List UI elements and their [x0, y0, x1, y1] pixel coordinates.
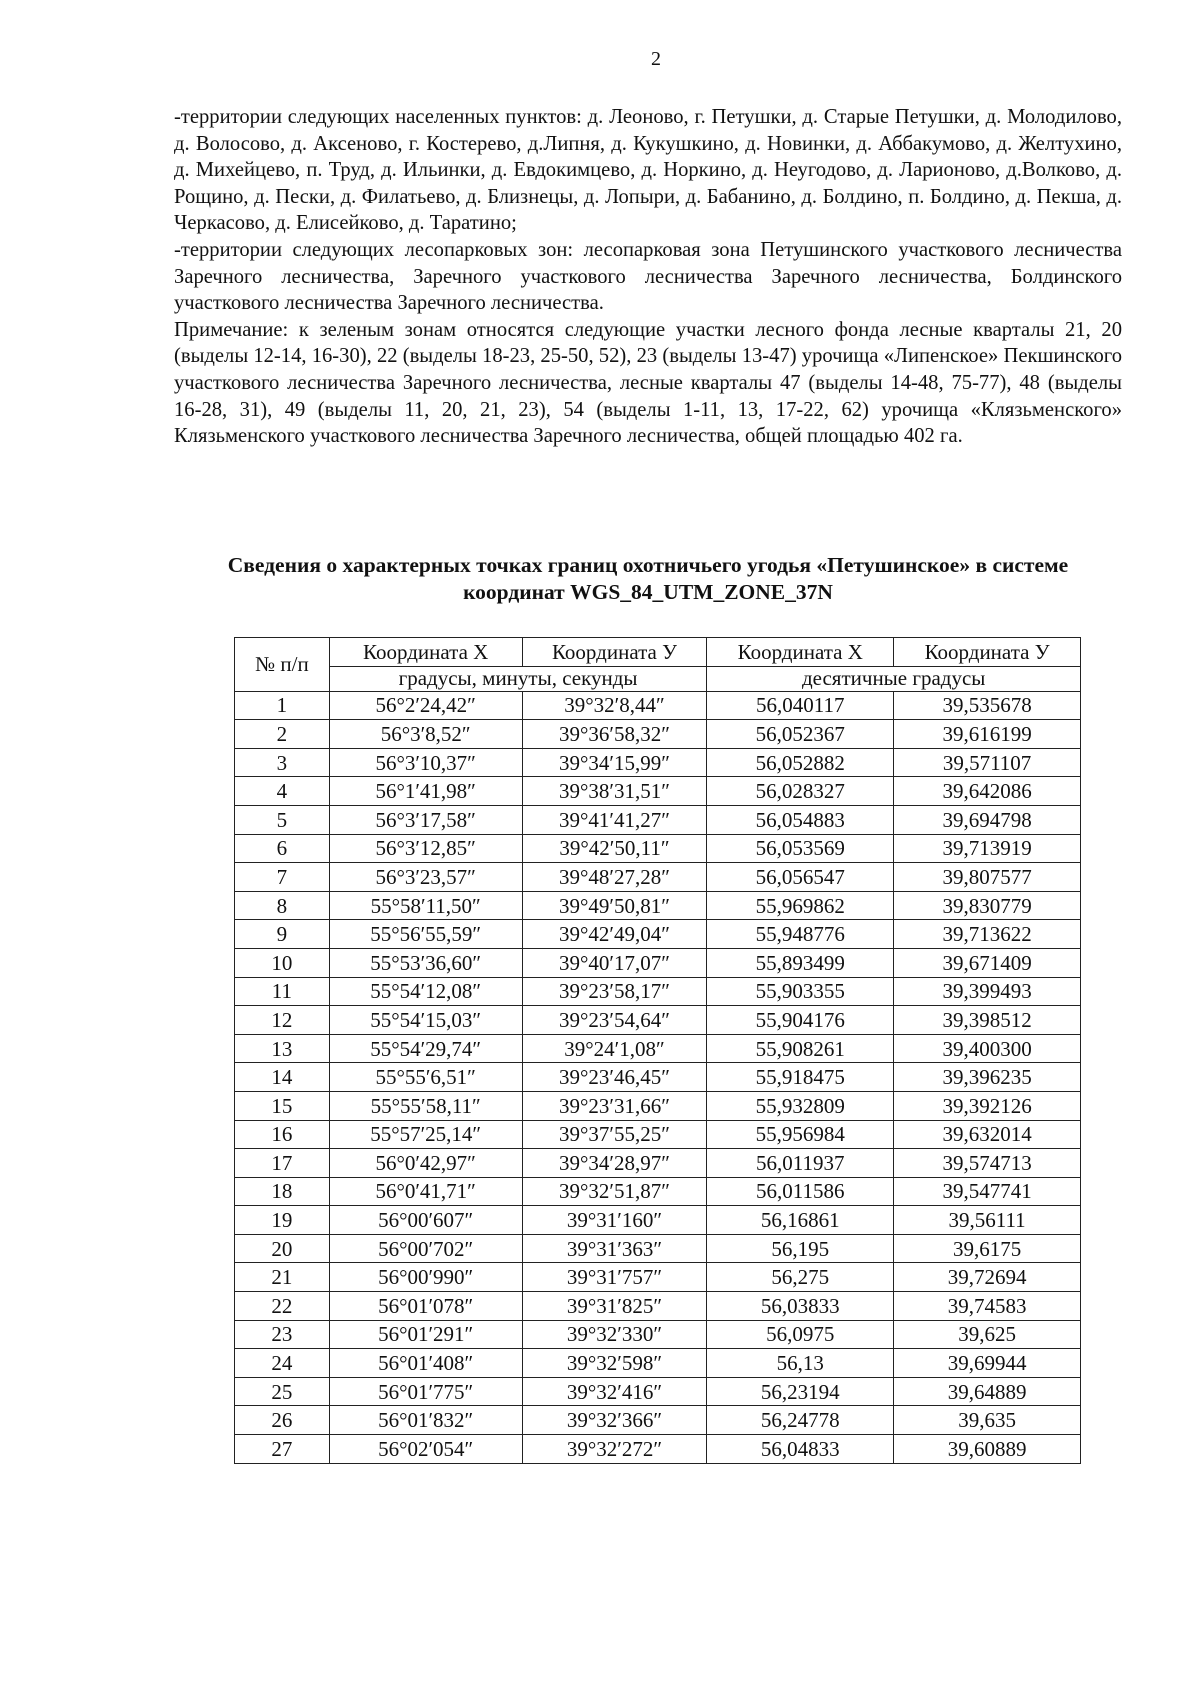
cell-coord-x-dms: 55°55′58,11″: [329, 1091, 522, 1120]
cell-coord-x-decimal: 56,028327: [707, 777, 894, 806]
cell-coord-y-decimal: 39,74583: [894, 1292, 1081, 1321]
table-row: [235, 834, 1081, 863]
cell-coord-y-decimal: 39,830779: [894, 891, 1081, 920]
cell-coord-y-dms: 39°48′27,28″: [522, 863, 707, 892]
cell-coord-x-decimal: 56,0975: [707, 1320, 894, 1349]
cell-coord-y-decimal: 39,535678: [894, 691, 1081, 720]
cell-coord-y-decimal: 39,574713: [894, 1149, 1081, 1178]
paragraph-settlements: -территории следующих населенных пунктов: д. Леоново, г. Петушки, д. Старые Петушки, д. Молодилово, д. Волосово, д. Аксеново, г. Костерево, д.Липня, д. Кукушкино, д. Новинки, д. Аббакумово, д. Желтухино, д. Михейцево, п. Труд, д. Ильинки, д. Евдокимцево, д. Норкино, д. Неугодово, д. Ларионово, д.Волково, д. Рощино, д. Пески, д. Филатьево, д. Близнецы, д. Лопыри, д. Бабанино, д. Болдино, п. Болдино, д. Пекша, д. Черкасово, д. Елисейково, д. Таратино;: [174, 106, 1122, 235]
cell-coord-x-decimal: 56,052367: [707, 720, 894, 749]
cell-coord-x-dms: 56°3′17,58″: [329, 805, 522, 834]
cell-num: 21: [235, 1263, 330, 1292]
cell-num: 8: [235, 891, 330, 920]
table-body: [235, 691, 1081, 1463]
table-row: [235, 863, 1081, 892]
cell-num: 14: [235, 1063, 330, 1092]
table-row: [235, 1063, 1081, 1092]
cell-num: 22: [235, 1292, 330, 1321]
table-row: [235, 1292, 1081, 1321]
cell-coord-y-decimal: 39,671409: [894, 948, 1081, 977]
cell-coord-y-dms: 39°23′54,64″: [522, 1006, 707, 1035]
table-row: [235, 1091, 1081, 1120]
cell-coord-x-decimal: 56,16861: [707, 1206, 894, 1235]
cell-coord-x-dms: 55°54′15,03″: [329, 1006, 522, 1035]
cell-coord-x-dms: 56°0′41,71″: [329, 1177, 522, 1206]
cell-coord-x-dms: 56°02′054″: [329, 1435, 522, 1464]
table-header-row: [235, 638, 1081, 667]
cell-coord-y-dms: 39°42′49,04″: [522, 920, 707, 949]
cell-coord-y-dms: 39°32′330″: [522, 1320, 707, 1349]
cell-coord-x-dms: 56°01′291″: [329, 1320, 522, 1349]
cell-num: 10: [235, 948, 330, 977]
table-row: [235, 977, 1081, 1006]
cell-coord-x-decimal: 56,03833: [707, 1292, 894, 1321]
header-coord-x-decimal: Координата X: [707, 638, 894, 667]
table-row: [235, 777, 1081, 806]
cell-coord-x-decimal: 56,053569: [707, 834, 894, 863]
table-row: [235, 720, 1081, 749]
cell-coord-x-decimal: 56,195: [707, 1234, 894, 1263]
table-row: [235, 1034, 1081, 1063]
cell-coord-x-dms: 56°3′12,85″: [329, 834, 522, 863]
cell-coord-y-dms: 39°34′15,99″: [522, 748, 707, 777]
table-heading: [174, 552, 1122, 606]
cell-num: 20: [235, 1234, 330, 1263]
cell-coord-x-decimal: 55,969862: [707, 891, 894, 920]
cell-coord-y-dms: 39°32′366″: [522, 1406, 707, 1435]
cell-coord-y-dms: 39°37′55,25″: [522, 1120, 707, 1149]
cell-num: 25: [235, 1377, 330, 1406]
table-row: [235, 1263, 1081, 1292]
body-text: [174, 104, 1122, 450]
table-row: [235, 1120, 1081, 1149]
cell-num: 15: [235, 1091, 330, 1120]
cell-coord-x-dms: 56°0′42,97″: [329, 1149, 522, 1178]
table-row: [235, 1177, 1081, 1206]
cell-coord-y-decimal: 39,694798: [894, 805, 1081, 834]
cell-coord-x-dms: 56°01′775″: [329, 1377, 522, 1406]
cell-coord-x-decimal: 55,956984: [707, 1120, 894, 1149]
cell-coord-x-dms: 55°53′36,60″: [329, 948, 522, 977]
cell-coord-x-dms: 56°1′41,98″: [329, 777, 522, 806]
cell-coord-y-decimal: 39,642086: [894, 777, 1081, 806]
table-row: [235, 1234, 1081, 1263]
table-row: [235, 920, 1081, 949]
cell-num: 5: [235, 805, 330, 834]
header-dms-units: градусы, минуты, секунды: [329, 666, 707, 691]
cell-coord-x-dms: 55°54′29,74″: [329, 1034, 522, 1063]
cell-coord-y-dms: 39°32′8,44″: [522, 691, 707, 720]
cell-num: 26: [235, 1406, 330, 1435]
cell-coord-y-decimal: 39,713919: [894, 834, 1081, 863]
cell-coord-y-dms: 39°23′46,45″: [522, 1063, 707, 1092]
table-row: [235, 1349, 1081, 1378]
cell-num: 24: [235, 1349, 330, 1378]
cell-num: 11: [235, 977, 330, 1006]
cell-coord-x-dms: 56°00′702″: [329, 1234, 522, 1263]
cell-coord-y-dms: 39°49′50,81″: [522, 891, 707, 920]
table-row: [235, 1006, 1081, 1035]
cell-coord-y-dms: 39°31′160″: [522, 1206, 707, 1235]
cell-coord-y-decimal: 39,56111: [894, 1206, 1081, 1235]
cell-coord-y-decimal: 39,400300: [894, 1034, 1081, 1063]
paragraph-note: Примечание: к зеленым зонам относятся следующие участки лесного фонда лесные кварталы 21, 20 (выделы 12-14, 16-30), 22 (выделы 18-23, 25-50, 52), 23 (выделы 13-47) урочища «Липенское» Пекшинского участкового лесничества Заречного лесничества, лесные кварталы 47 (выделы 14-48, 75-77), 48 (выделы 16-28, 31), 49 (выделы 11, 20, 21, 23), 54 (выделы 1-11, 13, 17-22, 62) урочища «Клязьменского» Клязьменского участкового лесничества Заречного лесничества, общей площадью 402 га.: [174, 318, 1122, 448]
cell-coord-y-dms: 39°38′31,51″: [522, 777, 707, 806]
table-row: [235, 1206, 1081, 1235]
cell-coord-x-dms: 55°55′6,51″: [329, 1063, 522, 1092]
cell-num: 3: [235, 748, 330, 777]
table-row: [235, 691, 1081, 720]
cell-num: 19: [235, 1206, 330, 1235]
cell-coord-x-dms: 56°01′832″: [329, 1406, 522, 1435]
cell-coord-x-decimal: 56,275: [707, 1263, 894, 1292]
cell-coord-x-dms: 56°00′990″: [329, 1263, 522, 1292]
cell-num: 12: [235, 1006, 330, 1035]
cell-num: 16: [235, 1120, 330, 1149]
coordinates-table: [234, 637, 1081, 1464]
cell-coord-y-decimal: 39,69944: [894, 1349, 1081, 1378]
cell-coord-x-dms: 56°3′23,57″: [329, 863, 522, 892]
cell-coord-x-decimal: 56,04833: [707, 1435, 894, 1464]
cell-coord-y-decimal: 39,616199: [894, 720, 1081, 749]
cell-coord-y-dms: 39°31′757″: [522, 1263, 707, 1292]
cell-coord-y-dms: 39°31′825″: [522, 1292, 707, 1321]
table-row: [235, 1435, 1081, 1464]
cell-num: 13: [235, 1034, 330, 1063]
header-num: № п/п: [235, 638, 330, 692]
table-row: [235, 948, 1081, 977]
table-heading-line-2: координат WGS_84_UTM_ZONE_37N: [463, 580, 833, 604]
cell-num: 6: [235, 834, 330, 863]
cell-coord-y-dms: 39°32′416″: [522, 1377, 707, 1406]
table-row: [235, 1320, 1081, 1349]
cell-coord-y-decimal: 39,547741: [894, 1177, 1081, 1206]
cell-num: 23: [235, 1320, 330, 1349]
cell-num: 2: [235, 720, 330, 749]
cell-coord-x-dms: 55°56′55,59″: [329, 920, 522, 949]
cell-coord-x-decimal: 56,054883: [707, 805, 894, 834]
cell-coord-y-decimal: 39,632014: [894, 1120, 1081, 1149]
cell-coord-x-decimal: 56,040117: [707, 691, 894, 720]
cell-coord-y-dms: 39°41′41,27″: [522, 805, 707, 834]
cell-coord-x-decimal: 56,011937: [707, 1149, 894, 1178]
cell-coord-x-decimal: 56,056547: [707, 863, 894, 892]
cell-num: 4: [235, 777, 330, 806]
cell-coord-y-decimal: 39,60889: [894, 1435, 1081, 1464]
header-coord-y-decimal: Координата У: [894, 638, 1081, 667]
table-subheader-row: [235, 666, 1081, 691]
header-coord-x-dms: Координата X: [329, 638, 522, 667]
cell-coord-x-decimal: 56,052882: [707, 748, 894, 777]
cell-coord-x-dms: 56°00′607″: [329, 1206, 522, 1235]
cell-coord-x-dms: 56°3′10,37″: [329, 748, 522, 777]
cell-coord-y-decimal: 39,396235: [894, 1063, 1081, 1092]
cell-coord-x-decimal: 55,918475: [707, 1063, 894, 1092]
cell-coord-x-dms: 56°01′408″: [329, 1349, 522, 1378]
page-number: 2: [651, 48, 661, 70]
table-row: [235, 805, 1081, 834]
cell-coord-x-decimal: 56,011586: [707, 1177, 894, 1206]
cell-num: 27: [235, 1435, 330, 1464]
table-row: [235, 748, 1081, 777]
header-coord-y-dms: Координата У: [522, 638, 707, 667]
cell-coord-x-dms: 55°57′25,14″: [329, 1120, 522, 1149]
cell-num: 7: [235, 863, 330, 892]
cell-coord-x-dms: 55°58′11,50″: [329, 891, 522, 920]
cell-coord-y-decimal: 39,571107: [894, 748, 1081, 777]
cell-num: 9: [235, 920, 330, 949]
cell-coord-x-decimal: 55,932809: [707, 1091, 894, 1120]
table-row: [235, 1377, 1081, 1406]
cell-coord-y-decimal: 39,72694: [894, 1263, 1081, 1292]
cell-coord-y-dms: 39°42′50,11″: [522, 834, 707, 863]
cell-coord-x-decimal: 56,23194: [707, 1377, 894, 1406]
cell-coord-y-dms: 39°31′363″: [522, 1234, 707, 1263]
cell-num: 18: [235, 1177, 330, 1206]
cell-coord-y-dms: 39°23′58,17″: [522, 977, 707, 1006]
cell-coord-y-dms: 39°34′28,97″: [522, 1149, 707, 1178]
table-row: [235, 891, 1081, 920]
cell-coord-x-decimal: 55,948776: [707, 920, 894, 949]
cell-num: 1: [235, 691, 330, 720]
cell-coord-y-dms: 39°32′272″: [522, 1435, 707, 1464]
cell-coord-y-decimal: 39,713622: [894, 920, 1081, 949]
cell-coord-y-dms: 39°40′17,07″: [522, 948, 707, 977]
cell-coord-x-dms: 56°2′24,42″: [329, 691, 522, 720]
cell-coord-x-decimal: 55,903355: [707, 977, 894, 1006]
cell-coord-x-dms: 55°54′12,08″: [329, 977, 522, 1006]
cell-coord-y-dms: 39°23′31,66″: [522, 1091, 707, 1120]
cell-coord-y-dms: 39°32′598″: [522, 1349, 707, 1378]
cell-coord-y-dms: 39°36′58,32″: [522, 720, 707, 749]
cell-num: 17: [235, 1149, 330, 1178]
cell-coord-x-decimal: 56,24778: [707, 1406, 894, 1435]
table-heading-line-1: Сведения о характерных точках границ охотничьего угодья «Петушинское» в системе: [227, 553, 1069, 577]
header-decimal-units: десятичные градусы: [707, 666, 1081, 691]
cell-coord-y-decimal: 39,64889: [894, 1377, 1081, 1406]
cell-coord-y-decimal: 39,392126: [894, 1091, 1081, 1120]
cell-coord-y-dms: 39°24′1,08″: [522, 1034, 707, 1063]
cell-coord-y-decimal: 39,6175: [894, 1234, 1081, 1263]
cell-coord-y-decimal: 39,807577: [894, 863, 1081, 892]
cell-coord-x-dms: 56°01′078″: [329, 1292, 522, 1321]
cell-coord-x-dms: 56°3′8,52″: [329, 720, 522, 749]
cell-coord-y-decimal: 39,635: [894, 1406, 1081, 1435]
cell-coord-x-decimal: 55,893499: [707, 948, 894, 977]
cell-coord-x-decimal: 56,13: [707, 1349, 894, 1378]
cell-coord-y-decimal: 39,625: [894, 1320, 1081, 1349]
cell-coord-y-decimal: 39,399493: [894, 977, 1081, 1006]
table-row: [235, 1149, 1081, 1178]
table-row: [235, 1406, 1081, 1435]
cell-coord-y-decimal: 39,398512: [894, 1006, 1081, 1035]
paragraph-forest-park-zones: -территории следующих лесопарковых зон: лесопарковая зона Петушинского участкового лесничества Заречного лесничества, Заречного участкового лесничества Заречного лесничества, Болдинского участкового лесничества Заречного лесничества.: [174, 238, 1122, 315]
cell-coord-x-decimal: 55,904176: [707, 1006, 894, 1035]
cell-coord-y-dms: 39°32′51,87″: [522, 1177, 707, 1206]
cell-coord-x-decimal: 55,908261: [707, 1034, 894, 1063]
